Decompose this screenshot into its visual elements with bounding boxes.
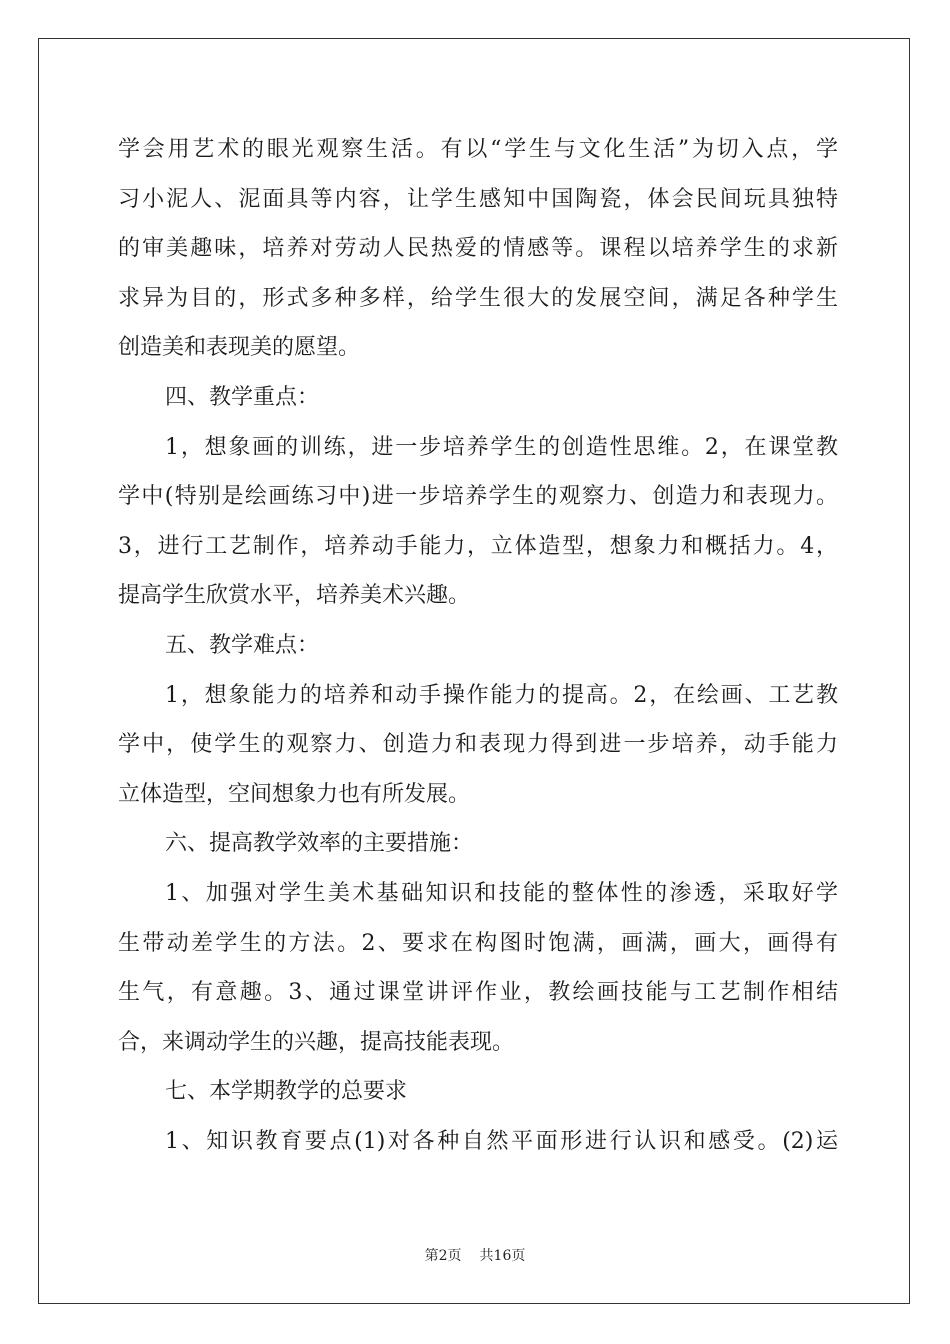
text-line: 学中，使学生的观察力、创造力和表现力得到进一步培养，动手能力 <box>118 732 838 758</box>
document-body <box>118 125 838 1166</box>
text-line: 1，想象画的训练，进一步培养学生的创造性思维。2，在课堂教 <box>165 434 838 460</box>
text-line: 立体造型，空间想象力也有所发展。 <box>118 781 471 807</box>
text-line: 1，想象能力的培养和动手操作能力的提高。2，在绘画、工艺教 <box>165 682 838 708</box>
text-line: 1、知识教育要点(1)对各种自然平面形进行认识和感受。(2)运 <box>165 1128 838 1154</box>
text-line: 五、教学难点： <box>165 632 320 658</box>
text-line: 创造美和表现美的愿望。 <box>118 335 361 361</box>
text-line: 提高学生欣赏水平，培养美术兴趣。 <box>118 583 471 609</box>
text-line: 七、本学期教学的总要求 <box>165 1079 408 1105</box>
text-line: 3，进行工艺制作，培养动手能力，立体造型，想象力和概括力。4， <box>118 533 838 559</box>
text-line: 的审美趣味，培养对劳动人民热爱的情感等。课程以培养学生的求新 <box>118 236 838 262</box>
page-footer <box>0 1245 950 1265</box>
text-line: 学会用艺术的眼光观察生活。有以“学生与文化生活”为切入点，学 <box>118 137 838 162</box>
text-line: 六、提高教学效率的主要措施： <box>165 831 474 857</box>
page-number: 第2页 <box>424 1248 462 1264</box>
text-line: 生带动差学生的方法。2、要求在构图时饱满，画满，画大，画得有 <box>118 930 838 956</box>
text-line: 习小泥人、泥面具等内容，让学生感知中国陶瓷，体会民间玩具独特 <box>118 186 838 212</box>
text-line: 合，来调动学生的兴趣，提高技能表现。 <box>118 1029 515 1055</box>
text-line: 学中(特别是绘画练习中)进一步培养学生的观察力、创造力和表现力。 <box>118 484 838 510</box>
page-total: 共16页 <box>479 1248 526 1264</box>
text-line: 四、教学重点： <box>165 384 320 410</box>
text-line: 生气，有意趣。3、通过课堂讲评作业，教绘画技能与工艺制作相结 <box>118 980 838 1006</box>
text-line: 求异为目的，形式多种多样，给学生很大的发展空间，满足各种学生 <box>118 285 838 311</box>
text-line: 1、加强对学生美术基础知识和技能的整体性的渗透，采取好学 <box>165 880 838 906</box>
